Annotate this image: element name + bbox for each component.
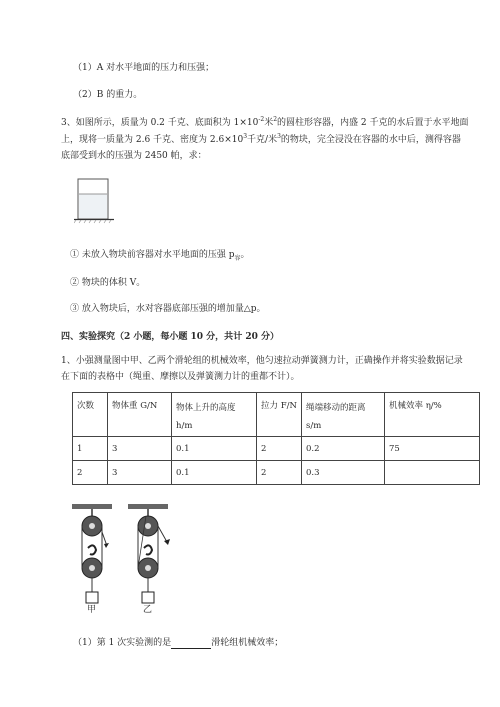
table-cell: 0.2	[302, 437, 385, 461]
pulley-yi-fixed	[138, 509, 158, 536]
table-cell: 0.1	[172, 461, 257, 485]
q3-line3: 底部受到水的压强为 2450 帕，求：	[61, 151, 207, 161]
table-cell: 0.1	[172, 437, 257, 461]
table-cell: 1	[73, 437, 108, 461]
q3-line2: 上，现将一质量为 2.6 千克、密度为 $2.6\times 10^3$千克/米$^3$的物块，完全浸没在容器的水中后，测得容器	[61, 133, 461, 145]
figure-label-jia: 甲	[87, 605, 97, 615]
figure-label-yi: 乙	[143, 605, 153, 615]
q3-item3: ③ 放入物块后，水对容器底部压强的增加量△p。	[70, 304, 266, 314]
table-cell: 75	[385, 437, 480, 461]
table-header-row	[73, 393, 480, 437]
q3-item2: ② 物块的体积 V。	[70, 278, 146, 288]
table-cell: 3	[108, 461, 172, 485]
section-heading: 四、实验探究（2 小题，每小题 10 分，共计 20 分）	[61, 332, 279, 342]
header-cell: 次数	[73, 393, 108, 437]
table-cell: 2	[257, 461, 302, 485]
table-row	[73, 437, 480, 461]
header-cell: 物体上升的高度 h/m	[172, 393, 257, 437]
table-cell	[385, 461, 480, 485]
header-cell: 机械效率 η/%	[385, 393, 480, 437]
answer-blank[interactable]	[171, 639, 211, 649]
q3-item1: ① 未放入物块前容器对水平地面的压强 $p_容$。	[70, 250, 250, 262]
exp1-q1: （1）第 1 次实验测的是 滑轮组机械效率；	[73, 638, 284, 648]
exp1-line2: 在下面的表格中（绳重、摩擦以及弹簧测力计的重都不计）。	[61, 372, 300, 382]
header-cell: 拉力 F/N	[257, 393, 302, 437]
q2-sub1: （1）A 对水平地面的压力和压强；	[73, 63, 215, 73]
pulley-jia-moving	[82, 558, 102, 603]
table-cell: 0.3	[302, 461, 385, 485]
pulley-yi-moving	[138, 558, 158, 603]
pulley-jia-fixed	[82, 509, 102, 536]
q3-line1: 3、如图所示，质量为 0.2 千克、底面积为 $1\times 10^{-2}$米$^2$的圆柱形容器，内盛 2 千克的水后置于水平地面	[61, 116, 469, 128]
q2-sub2: （2）B 的重力。	[73, 90, 143, 100]
header-cell: 物体重 G/N	[108, 393, 172, 437]
table-cell: 2	[73, 461, 108, 485]
exp1-line1: 1、小强测量图中甲、乙两个滑轮组的机械效率，他匀速拉动弹簧测力计，正确操作并将实验数据记录	[61, 356, 463, 366]
experiment-table	[72, 392, 480, 485]
table-row	[73, 461, 480, 485]
header-cell: 绳端移动的距离 s/m	[302, 393, 385, 437]
table-cell: 2	[257, 437, 302, 461]
container-figure	[74, 176, 114, 224]
table-cell: 3	[108, 437, 172, 461]
pulley-figure	[66, 502, 176, 614]
